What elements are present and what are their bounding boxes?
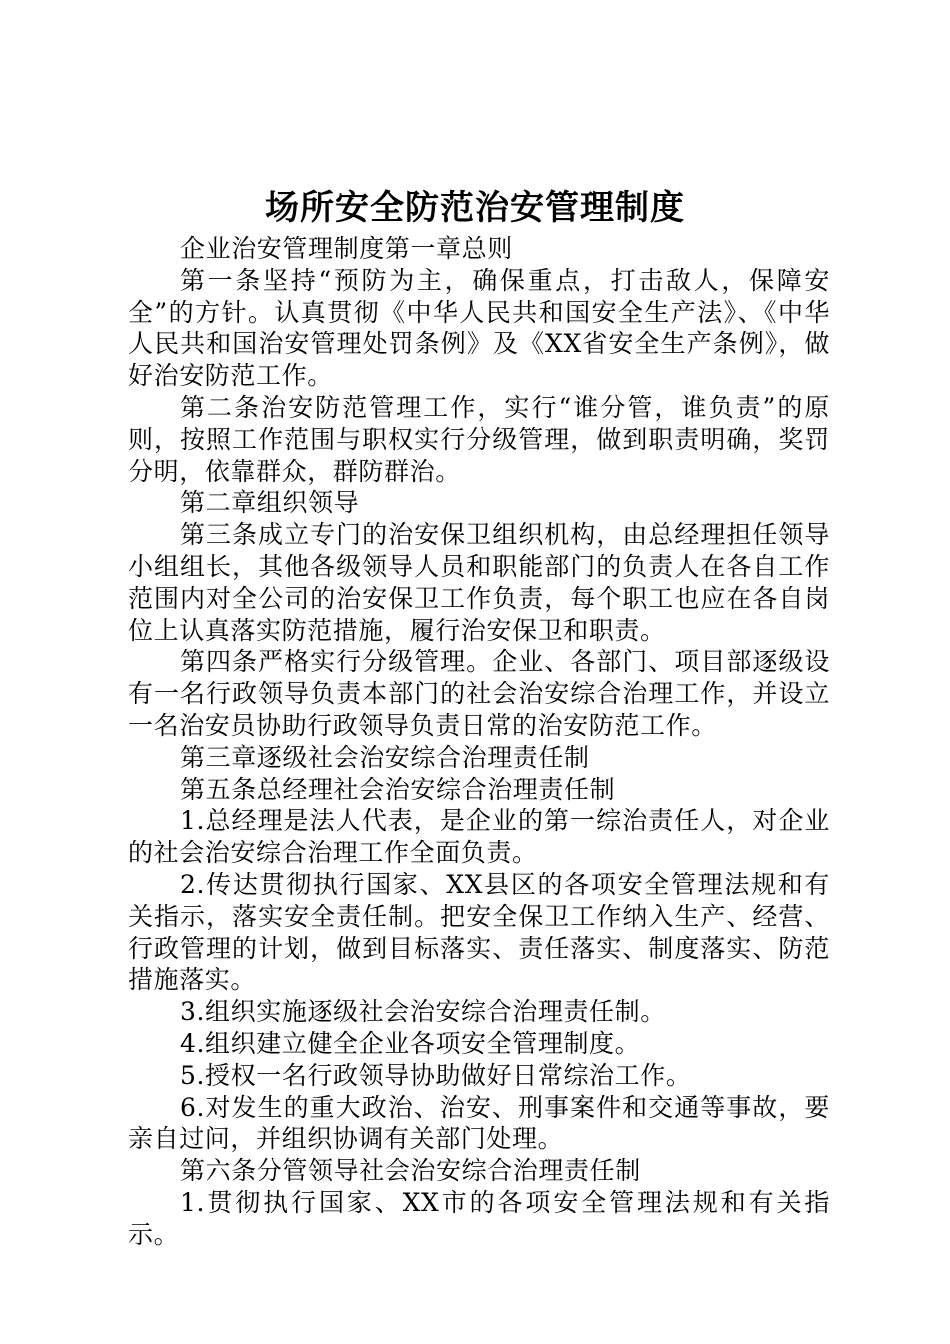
document-body [128,233,830,1251]
paragraph-article-5-heading: 第五条总经理社会治安综合治理责任制 [180,774,616,804]
paragraph-article-4: 第四条严格实行分级管理。企业、各部门、项目部逐级设有一名行政领导负责本部门的社会治安综合治理工作，并设立一名治安员协助行政领导负责日常的治安防范工作。 [128,647,830,740]
paragraph-article-1: 第一条坚持“预防为主，确保重点，打击敌人，保障安全”的方针。认真贯彻《中华人民共和国安全生产法》、《中华人民共和国治安管理处罚条例》及《XX省安全生产条例》，做好治安防范工作。 [128,265,830,391]
paragraph-chapter-3-heading: 第三章逐级社会治安综合治理责任制 [180,742,590,772]
paragraph-article-5-item-6: 6.对发生的重大政治、治安、刑事案件和交通等事故，要亲自过问，并组织协调有关部门处理。 [128,1092,830,1154]
paragraph-article-3: 第三条成立专门的治安保卫组织机构，由总经理担任领导小组组长，其他各级领导人员和职能部门的负责人在各自工作范围内对全公司的治安保卫工作负责，每个职工也应在各自岗位上认真落实防范措施，履行治安保卫和职责。 [128,520,830,645]
paragraph-article-6-heading: 第六条分管领导社会治安综合治理责任制 [180,1156,641,1186]
document-title: 场所安全防范治安管理制度 [265,188,685,228]
paragraph-article-5-item-4: 4.组织建立健全企业各项安全管理制度。 [180,1028,641,1058]
paragraph-chapter-2-heading: 第二章组织领导 [180,488,360,518]
paragraph-article-5-item-3: 3.组织实施逐级社会治安综合治理责任制。 [180,997,666,1027]
paragraph-article-2: 第二条治安防范管理工作，实行“谁分管，谁负责”的原则，按照工作范围与职权实行分级管理，做到职责明确，奖罚分明，依靠群众，群防群治。 [128,392,830,486]
paragraph-article-5-item-1: 1.总经理是法人代表，是企业的第一综治责任人，对企业的社会治安综合治理工作全面负责。 [128,806,830,868]
paragraph-article-6-item-1: 1.贯彻执行国家、XX市的各项安全管理法规和有关指示。 [128,1187,830,1249]
paragraph-article-5-item-2: 2.传达贯彻执行国家、XX县区的各项安全管理法规和有关指示，落实安全责任制。把安全保卫工作纳入生产、经营、行政管理的计划，做到目标落实、责任落实、制度落实、防范措施落实。 [128,869,830,995]
paragraph-chapter-1-heading: 企业治安管理制度第一章总则 [180,234,513,263]
paragraph-article-5-item-5: 5.授权一名行政领导协助做好日常综治工作。 [180,1060,692,1090]
